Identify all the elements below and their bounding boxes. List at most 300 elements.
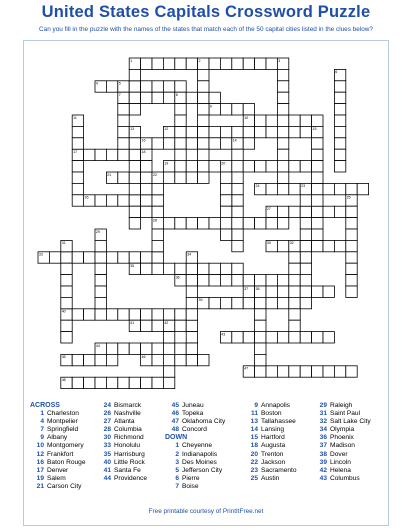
grid-cell[interactable]: [289, 320, 300, 331]
grid-cell[interactable]: [289, 183, 300, 194]
grid-cell[interactable]: [220, 195, 231, 206]
grid-cell[interactable]: [186, 297, 197, 308]
grid-cell[interactable]: [129, 138, 140, 149]
grid-cell[interactable]: [232, 172, 243, 183]
grid-cell[interactable]: [300, 126, 311, 137]
grid-cell[interactable]: [220, 218, 231, 229]
grid-cell[interactable]: [289, 286, 300, 297]
grid-cell[interactable]: [152, 58, 163, 69]
grid-cell[interactable]: [186, 332, 197, 343]
grid-cell[interactable]: [152, 309, 163, 320]
grid-cell[interactable]: [334, 149, 345, 160]
grid-cell[interactable]: [277, 138, 288, 149]
grid-cell[interactable]: [175, 81, 186, 92]
grid-cell[interactable]: [129, 195, 140, 206]
grid-cell[interactable]: [198, 354, 209, 365]
grid-cell[interactable]: [300, 263, 311, 274]
grid-cell[interactable]: [72, 354, 83, 365]
grid-cell[interactable]: [289, 366, 300, 377]
grid-cell[interactable]: [95, 263, 106, 274]
grid-cell[interactable]: [312, 218, 323, 229]
grid-cell[interactable]: [220, 263, 231, 274]
grid-cell[interactable]: [129, 309, 140, 320]
grid-cell[interactable]: [323, 206, 334, 217]
grid-cell[interactable]: [312, 332, 323, 343]
grid-cell[interactable]: [266, 126, 277, 137]
grid-cell[interactable]: [152, 240, 163, 251]
grid-cell[interactable]: [141, 183, 152, 194]
grid-cell[interactable]: [163, 309, 174, 320]
grid-cell[interactable]: [163, 263, 174, 274]
grid-cell[interactable]: [312, 149, 323, 160]
grid-cell[interactable]: [209, 297, 220, 308]
grid-cell[interactable]: [220, 126, 231, 137]
grid-cell[interactable]: [209, 275, 220, 286]
grid-cell[interactable]: [312, 366, 323, 377]
grid-cell[interactable]: [141, 172, 152, 183]
grid-cell[interactable]: [175, 126, 186, 137]
grid-cell[interactable]: [95, 297, 106, 308]
grid-cell[interactable]: [312, 172, 323, 183]
grid-cell[interactable]: [220, 138, 231, 149]
grid-cell[interactable]: [232, 240, 243, 251]
grid-cell[interactable]: [312, 206, 323, 217]
grid-cell[interactable]: [312, 286, 323, 297]
grid-cell[interactable]: [61, 297, 72, 308]
grid-cell[interactable]: [277, 69, 288, 80]
grid-cell[interactable]: [152, 183, 163, 194]
grid-cell[interactable]: [243, 104, 254, 115]
grid-cell[interactable]: [232, 149, 243, 160]
grid-cell[interactable]: [300, 218, 311, 229]
grid-cell[interactable]: [289, 161, 300, 172]
grid-cell[interactable]: [129, 377, 140, 388]
grid-cell[interactable]: [61, 263, 72, 274]
grid-cell[interactable]: [61, 320, 72, 331]
grid-cell[interactable]: [129, 172, 140, 183]
grid-cell[interactable]: [266, 218, 277, 229]
grid-cell[interactable]: [334, 126, 345, 137]
grid-cell[interactable]: [277, 286, 288, 297]
grid-cell[interactable]: [266, 297, 277, 308]
grid-cell[interactable]: [163, 377, 174, 388]
grid-cell[interactable]: [95, 252, 106, 263]
grid-cell[interactable]: [95, 377, 106, 388]
grid-cell[interactable]: [175, 149, 186, 160]
grid-cell[interactable]: [277, 240, 288, 251]
grid-cell[interactable]: [312, 138, 323, 149]
grid-cell[interactable]: [232, 195, 243, 206]
grid-cell[interactable]: [106, 377, 117, 388]
grid-cell[interactable]: [163, 218, 174, 229]
grid-cell[interactable]: [186, 218, 197, 229]
grid-cell[interactable]: [106, 149, 117, 160]
grid-cell[interactable]: [106, 195, 117, 206]
grid-cell[interactable]: [72, 252, 83, 263]
grid-cell[interactable]: [84, 377, 95, 388]
grid-cell[interactable]: [346, 229, 357, 240]
grid-cell[interactable]: [198, 172, 209, 183]
grid-cell[interactable]: [186, 92, 197, 103]
grid-cell[interactable]: [163, 332, 174, 343]
grid-cell[interactable]: [163, 58, 174, 69]
grid-cell[interactable]: [255, 366, 266, 377]
grid-cell[interactable]: [175, 263, 186, 274]
grid-cell[interactable]: [289, 206, 300, 217]
grid-cell[interactable]: [163, 366, 174, 377]
grid-cell[interactable]: [300, 275, 311, 286]
grid-cell[interactable]: [198, 92, 209, 103]
grid-cell[interactable]: [243, 332, 254, 343]
grid-cell[interactable]: [186, 320, 197, 331]
grid-cell[interactable]: [334, 138, 345, 149]
grid-cell[interactable]: [163, 92, 174, 103]
grid-cell[interactable]: [141, 309, 152, 320]
grid-cell[interactable]: [266, 286, 277, 297]
grid-cell[interactable]: [232, 126, 243, 137]
grid-cell[interactable]: [186, 309, 197, 320]
grid-cell[interactable]: [186, 126, 197, 137]
grid-cell[interactable]: [255, 126, 266, 137]
grid-cell[interactable]: [232, 161, 243, 172]
grid-cell[interactable]: [255, 332, 266, 343]
grid-cell[interactable]: [152, 92, 163, 103]
grid-cell[interactable]: [84, 252, 95, 263]
grid-cell[interactable]: [289, 263, 300, 274]
grid-cell[interactable]: [95, 354, 106, 365]
grid-cell[interactable]: [346, 263, 357, 274]
grid-cell[interactable]: [175, 343, 186, 354]
grid-cell[interactable]: [198, 275, 209, 286]
grid-cell[interactable]: [266, 275, 277, 286]
grid-cell[interactable]: [232, 229, 243, 240]
grid-cell[interactable]: [198, 126, 209, 137]
grid-cell[interactable]: [289, 309, 300, 320]
grid-cell[interactable]: [277, 366, 288, 377]
grid-cell[interactable]: [61, 275, 72, 286]
grid-cell[interactable]: [118, 104, 129, 115]
grid-cell[interactable]: [175, 309, 186, 320]
grid-cell[interactable]: [277, 161, 288, 172]
grid-cell[interactable]: [243, 161, 254, 172]
grid-cell[interactable]: [300, 286, 311, 297]
grid-cell[interactable]: [198, 161, 209, 172]
grid-cell[interactable]: [232, 206, 243, 217]
grid-cell[interactable]: [95, 149, 106, 160]
grid-cell[interactable]: [72, 138, 83, 149]
grid-cell[interactable]: [255, 297, 266, 308]
grid-cell[interactable]: [152, 354, 163, 365]
grid-cell[interactable]: [300, 161, 311, 172]
grid-cell[interactable]: [186, 354, 197, 365]
grid-cell[interactable]: [118, 149, 129, 160]
grid-cell[interactable]: [209, 263, 220, 274]
grid-cell[interactable]: [334, 183, 345, 194]
grid-cell[interactable]: [141, 206, 152, 217]
grid-cell[interactable]: [163, 343, 174, 354]
grid-cell[interactable]: [289, 115, 300, 126]
grid-cell[interactable]: [175, 354, 186, 365]
grid-cell[interactable]: [323, 286, 334, 297]
grid-cell[interactable]: [118, 172, 129, 183]
grid-cell[interactable]: [95, 275, 106, 286]
grid-cell[interactable]: [175, 172, 186, 183]
grid-cell[interactable]: [334, 206, 345, 217]
grid-cell[interactable]: [334, 92, 345, 103]
grid-cell[interactable]: [323, 332, 334, 343]
grid-cell[interactable]: [334, 115, 345, 126]
grid-cell[interactable]: [163, 172, 174, 183]
grid-cell[interactable]: [277, 172, 288, 183]
grid-cell[interactable]: [72, 161, 83, 172]
grid-cell[interactable]: [175, 218, 186, 229]
grid-cell[interactable]: [289, 252, 300, 263]
grid-cell[interactable]: [346, 218, 357, 229]
grid-cell[interactable]: [175, 161, 186, 172]
grid-cell[interactable]: [323, 183, 334, 194]
grid-cell[interactable]: [232, 263, 243, 274]
grid-cell[interactable]: [129, 206, 140, 217]
grid-cell[interactable]: [220, 206, 231, 217]
grid-cell[interactable]: [232, 183, 243, 194]
grid-cell[interactable]: [106, 343, 117, 354]
grid-cell[interactable]: [300, 206, 311, 217]
grid-cell[interactable]: [175, 104, 186, 115]
grid-cell[interactable]: [220, 104, 231, 115]
grid-cell[interactable]: [186, 343, 197, 354]
grid-cell[interactable]: [129, 343, 140, 354]
grid-cell[interactable]: [95, 195, 106, 206]
grid-cell[interactable]: [300, 366, 311, 377]
grid-cell[interactable]: [277, 206, 288, 217]
grid-cell[interactable]: [209, 218, 220, 229]
grid-cell[interactable]: [152, 343, 163, 354]
grid-cell[interactable]: [118, 138, 129, 149]
grid-cell[interactable]: [95, 286, 106, 297]
grid-cell[interactable]: [220, 183, 231, 194]
grid-cell[interactable]: [141, 92, 152, 103]
grid-cell[interactable]: [277, 81, 288, 92]
grid-cell[interactable]: [186, 172, 197, 183]
grid-cell[interactable]: [266, 366, 277, 377]
grid-cell[interactable]: [152, 81, 163, 92]
grid-cell[interactable]: [198, 115, 209, 126]
grid-cell[interactable]: [277, 115, 288, 126]
grid-cell[interactable]: [277, 218, 288, 229]
grid-cell[interactable]: [289, 126, 300, 137]
grid-cell[interactable]: [312, 183, 323, 194]
grid-cell[interactable]: [175, 138, 186, 149]
grid-cell[interactable]: [72, 172, 83, 183]
grid-cell[interactable]: [152, 229, 163, 240]
grid-cell[interactable]: [334, 104, 345, 115]
grid-cell[interactable]: [129, 252, 140, 263]
grid-cell[interactable]: [141, 58, 152, 69]
grid-cell[interactable]: [141, 343, 152, 354]
grid-cell[interactable]: [243, 126, 254, 137]
grid-cell[interactable]: [266, 58, 277, 69]
grid-cell[interactable]: [266, 115, 277, 126]
grid-cell[interactable]: [277, 104, 288, 115]
grid-cell[interactable]: [255, 161, 266, 172]
grid-cell[interactable]: [84, 149, 95, 160]
grid-cell[interactable]: [129, 161, 140, 172]
grid-cell[interactable]: [186, 138, 197, 149]
grid-cell[interactable]: [198, 138, 209, 149]
grid-cell[interactable]: [266, 332, 277, 343]
grid-cell[interactable]: [323, 240, 334, 251]
grid-cell[interactable]: [346, 366, 357, 377]
grid-cell[interactable]: [277, 183, 288, 194]
grid-cell[interactable]: [61, 332, 72, 343]
grid-cell[interactable]: [232, 58, 243, 69]
grid-cell[interactable]: [243, 275, 254, 286]
grid-cell[interactable]: [175, 320, 186, 331]
grid-cell[interactable]: [141, 161, 152, 172]
grid-cell[interactable]: [334, 240, 345, 251]
grid-cell[interactable]: [300, 332, 311, 343]
grid-cell[interactable]: [118, 309, 129, 320]
grid-cell[interactable]: [300, 229, 311, 240]
grid-cell[interactable]: [106, 81, 117, 92]
grid-cell[interactable]: [72, 309, 83, 320]
grid-cell[interactable]: [186, 263, 197, 274]
grid-cell[interactable]: [220, 229, 231, 240]
grid-cell[interactable]: [141, 320, 152, 331]
grid-cell[interactable]: [312, 229, 323, 240]
grid-cell[interactable]: [300, 252, 311, 263]
grid-cell[interactable]: [95, 309, 106, 320]
grid-cell[interactable]: [72, 377, 83, 388]
grid-cell[interactable]: [152, 195, 163, 206]
grid-cell[interactable]: [198, 218, 209, 229]
grid-cell[interactable]: [277, 126, 288, 137]
grid-cell[interactable]: [163, 138, 174, 149]
grid-cell[interactable]: [346, 286, 357, 297]
grid-cell[interactable]: [209, 58, 220, 69]
grid-cell[interactable]: [277, 332, 288, 343]
grid-cell[interactable]: [357, 183, 368, 194]
grid-cell[interactable]: [72, 126, 83, 137]
grid-cell[interactable]: [220, 275, 231, 286]
grid-cell[interactable]: [95, 240, 106, 251]
grid-cell[interactable]: [312, 161, 323, 172]
grid-cell[interactable]: [152, 377, 163, 388]
grid-cell[interactable]: [152, 138, 163, 149]
grid-cell[interactable]: [49, 252, 60, 263]
grid-cell[interactable]: [106, 252, 117, 263]
grid-cell[interactable]: [277, 297, 288, 308]
grid-cell[interactable]: [118, 195, 129, 206]
grid-cell[interactable]: [255, 218, 266, 229]
grid-cell[interactable]: [300, 195, 311, 206]
grid-cell[interactable]: [209, 126, 220, 137]
grid-cell[interactable]: [289, 332, 300, 343]
grid-cell[interactable]: [209, 138, 220, 149]
grid-cell[interactable]: [129, 81, 140, 92]
grid-cell[interactable]: [289, 275, 300, 286]
grid-cell[interactable]: [312, 195, 323, 206]
grid-cell[interactable]: [141, 252, 152, 263]
grid-cell[interactable]: [141, 195, 152, 206]
grid-cell[interactable]: [198, 104, 209, 115]
grid-cell[interactable]: [277, 149, 288, 160]
grid-cell[interactable]: [118, 126, 129, 137]
grid-cell[interactable]: [255, 354, 266, 365]
grid-cell[interactable]: [266, 161, 277, 172]
grid-cell[interactable]: [61, 252, 72, 263]
grid-cell[interactable]: [289, 297, 300, 308]
grid-cell[interactable]: [198, 263, 209, 274]
grid-cell[interactable]: [243, 138, 254, 149]
grid-cell[interactable]: [209, 161, 220, 172]
grid-cell[interactable]: [346, 275, 357, 286]
grid-cell[interactable]: [118, 343, 129, 354]
grid-cell[interactable]: [334, 366, 345, 377]
grid-cell[interactable]: [277, 275, 288, 286]
grid-cell[interactable]: [266, 183, 277, 194]
grid-cell[interactable]: [186, 161, 197, 172]
grid-cell[interactable]: [152, 206, 163, 217]
grid-cell[interactable]: [175, 115, 186, 126]
grid-cell[interactable]: [186, 286, 197, 297]
grid-cell[interactable]: [72, 195, 83, 206]
grid-cell[interactable]: [186, 275, 197, 286]
grid-cell[interactable]: [129, 104, 140, 115]
grid-cell[interactable]: [118, 252, 129, 263]
grid-cell[interactable]: [346, 252, 357, 263]
grid-cell[interactable]: [220, 58, 231, 69]
grid-cell[interactable]: [232, 332, 243, 343]
grid-cell[interactable]: [186, 58, 197, 69]
grid-cell[interactable]: [255, 320, 266, 331]
grid-cell[interactable]: [152, 252, 163, 263]
grid-cell[interactable]: [243, 218, 254, 229]
grid-cell[interactable]: [323, 366, 334, 377]
grid-cell[interactable]: [198, 81, 209, 92]
grid-cell[interactable]: [346, 240, 357, 251]
grid-cell[interactable]: [152, 320, 163, 331]
grid-cell[interactable]: [141, 377, 152, 388]
grid-cell[interactable]: [198, 69, 209, 80]
grid-cell[interactable]: [129, 92, 140, 103]
grid-cell[interactable]: [243, 58, 254, 69]
grid-cell[interactable]: [129, 183, 140, 194]
grid-cell[interactable]: [129, 218, 140, 229]
grid-cell[interactable]: [163, 81, 174, 92]
grid-cell[interactable]: [255, 58, 266, 69]
grid-cell[interactable]: [255, 343, 266, 354]
grid-cell[interactable]: [72, 183, 83, 194]
grid-cell[interactable]: [118, 115, 129, 126]
grid-cell[interactable]: [152, 263, 163, 274]
grid-cell[interactable]: [141, 81, 152, 92]
grid-cell[interactable]: [163, 354, 174, 365]
grid-cell[interactable]: [129, 69, 140, 80]
grid-cell[interactable]: [106, 354, 117, 365]
grid-cell[interactable]: [232, 218, 243, 229]
grid-cell[interactable]: [118, 377, 129, 388]
grid-cell[interactable]: [84, 354, 95, 365]
grid-cell[interactable]: [232, 297, 243, 308]
grid-cell[interactable]: [312, 240, 323, 251]
grid-cell[interactable]: [209, 92, 220, 103]
grid-cell[interactable]: [61, 286, 72, 297]
grid-cell[interactable]: [106, 309, 117, 320]
grid-cell[interactable]: [84, 309, 95, 320]
grid-cell[interactable]: [334, 161, 345, 172]
grid-cell[interactable]: [220, 172, 231, 183]
